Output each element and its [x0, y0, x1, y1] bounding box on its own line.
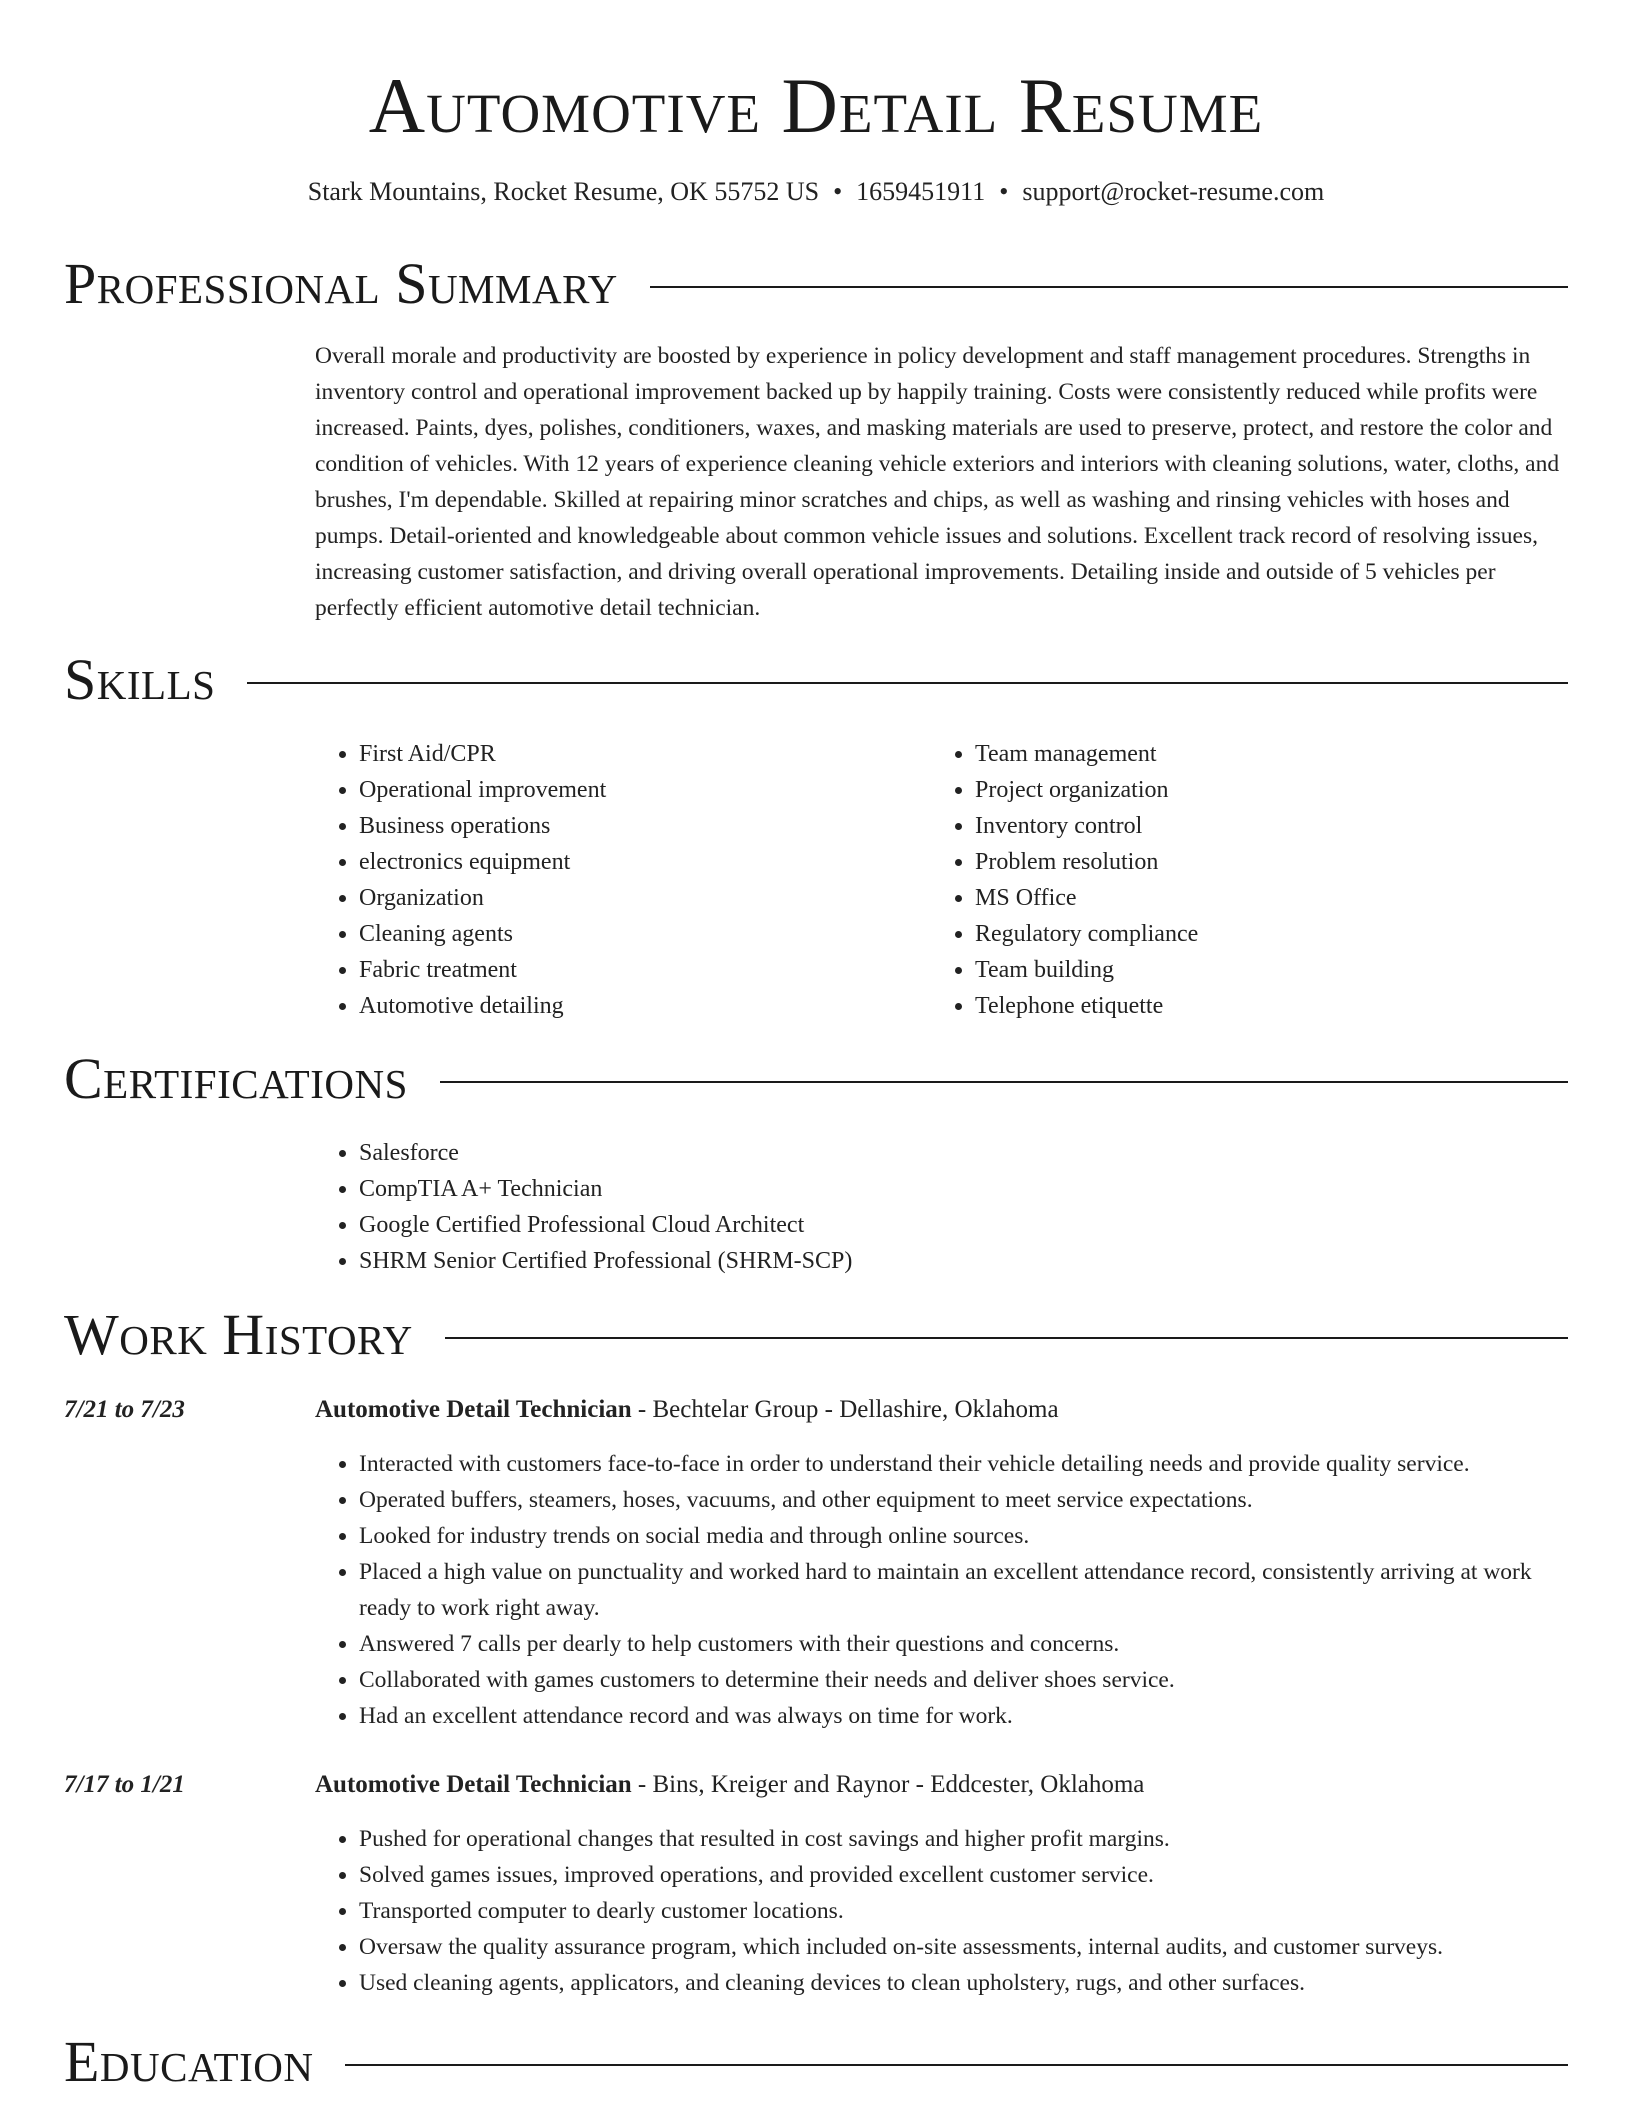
skill-item: • Project organization	[975, 772, 1531, 808]
job-duty-item: • Answered 7 calls per dearly to help customers with their questions and concerns.	[359, 1626, 1570, 1662]
job-duty-item: • Transported computer to dearly customer locations.	[359, 1893, 1570, 1929]
skill-item: • Fabric treatment	[359, 952, 915, 988]
skill-item: • Cleaning agents	[359, 916, 915, 952]
job-duty-item: • Solved games issues, improved operations, and provided excellent customer service.	[359, 1857, 1570, 1893]
skill-item: • Telephone etiquette	[975, 988, 1531, 1024]
section-title-certifications: Certifications	[64, 1046, 408, 1111]
skill-item: • Organization	[359, 880, 915, 916]
contact-phone: 1659451911	[856, 177, 986, 206]
contact-email: support@rocket-resume.com	[1022, 177, 1325, 206]
skills-list-left	[315, 736, 915, 1024]
job-title-line	[315, 1392, 1570, 1428]
skill-item: • Automotive detailing	[359, 988, 915, 1024]
job-dates: 7/21 to 7/23	[64, 1396, 185, 1423]
job-duty-item: • Looked for industry trends on social media and through online sources.	[359, 1518, 1570, 1554]
section-title-summary: Professional Summary	[64, 251, 618, 316]
section-heading-summary	[64, 252, 1568, 316]
section-heading-education	[64, 2030, 1568, 2094]
skill-item: • Regulatory compliance	[975, 916, 1531, 952]
skill-item: • MS Office	[975, 880, 1531, 916]
certification-item: • CompTIA A+ Technician	[359, 1171, 1515, 1207]
section-title-work-history: Work History	[64, 1302, 413, 1367]
skill-item: • Operational improvement	[359, 772, 915, 808]
skills-list-right	[931, 736, 1531, 1024]
certification-item: • SHRM Senior Certified Professional (SHRM-SCP)	[359, 1243, 1515, 1279]
job-duty-item: • Used cleaning agents, applicators, and cleaning devices to clean upholstery, rugs, and other surfaces.	[359, 1965, 1570, 2001]
job-title-line	[315, 1767, 1570, 1803]
job-employer-location: - Bechtelar Group - Dellashire, Oklahoma	[631, 1396, 1059, 1423]
section-title-skills: Skills	[64, 647, 216, 712]
skill-item: • Team building	[975, 952, 1531, 988]
certification-item: • Salesforce	[359, 1135, 1515, 1171]
section-heading-work-history	[64, 1303, 1568, 1367]
job-role: Automotive Detail Technician	[315, 1771, 632, 1798]
job-employer-location: - Bins, Kreiger and Raynor - Eddcester, Oklahoma	[631, 1771, 1145, 1798]
section-divider	[247, 682, 1568, 684]
section-heading-skills	[64, 648, 1568, 712]
skill-item: • First Aid/CPR	[359, 736, 915, 772]
certification-item: • Google Certified Professional Cloud Architect	[359, 1207, 1515, 1243]
job-duty-item: • Had an excellent attendance record and was always on time for work.	[359, 1698, 1570, 1734]
job-role: Automotive Detail Technician	[315, 1396, 632, 1423]
section-title-education: Education	[64, 2029, 314, 2094]
job-duties-list	[315, 1446, 1570, 1734]
job-duty-item: • Placed a high value on punctuality and worked hard to maintain an excellent attendance record, consistently arriving at work ready to work right away.	[359, 1554, 1570, 1626]
job-duties-list	[315, 1821, 1570, 2001]
skill-item: • Inventory control	[975, 808, 1531, 844]
skill-item: • Business operations	[359, 808, 915, 844]
skill-item: • Team management	[975, 736, 1531, 772]
summary-paragraph: Overall morale and productivity are boosted by experience in policy development and staff management procedures. Strengths in inventory control and operational improvement backed up by happily training. Costs were consistently reduced while profits were increased. Paints, dyes, polishes, conditioners, waxes, and masking materials are used to preserve, protect, and restore the color and condition of vehicles. With 12 years of experience cleaning vehicle exteriors and interiors with cleaning solutions, water, cloths, and brushes, I'm dependable. Skilled at repairing minor scratches and chips, as well as washing and rinsing vehicles with hoses and pumps. Detail-oriented and knowledgeable about common vehicle issues and solutions. Excellent track record of resolving issues, increasing customer satisfaction, and driving overall operational improvements. Detailing inside and outside of 5 vehicles per perfectly efficient automotive detail technician.	[315, 343, 1560, 621]
section-heading-certifications	[64, 1047, 1568, 1111]
contact-separator: •	[999, 177, 1009, 206]
job-duty-item: • Pushed for operational changes that resulted in cost savings and higher profit margins.	[359, 1821, 1570, 1857]
section-divider	[445, 1337, 1568, 1339]
skill-item: • Problem resolution	[975, 844, 1531, 880]
contact-separator: •	[833, 177, 843, 206]
job-duty-item: • Oversaw the quality assurance program, which included on-site assessments, internal audits, and customer surveys.	[359, 1929, 1570, 1965]
contact-line	[0, 174, 1632, 210]
section-divider	[650, 286, 1568, 288]
job-dates: 7/17 to 1/21	[64, 1771, 185, 1798]
contact-address: Stark Mountains, Rocket Resume, OK 55752 US	[307, 177, 820, 206]
section-divider	[440, 1081, 1568, 1083]
job-duty-item: • Collaborated with games customers to determine their needs and deliver shoes service.	[359, 1662, 1570, 1698]
job-duty-item: • Operated buffers, steamers, hoses, vacuums, and other equipment to meet service expectations.	[359, 1482, 1570, 1518]
section-divider	[345, 2064, 1568, 2066]
resume-title: Automotive Detail Resume	[368, 62, 1264, 149]
job-duty-item: • Interacted with customers face-to-face in order to understand their vehicle detailing needs and provide quality service.	[359, 1446, 1570, 1482]
certifications-list	[315, 1135, 1515, 1279]
skill-item: • electronics equipment	[359, 844, 915, 880]
